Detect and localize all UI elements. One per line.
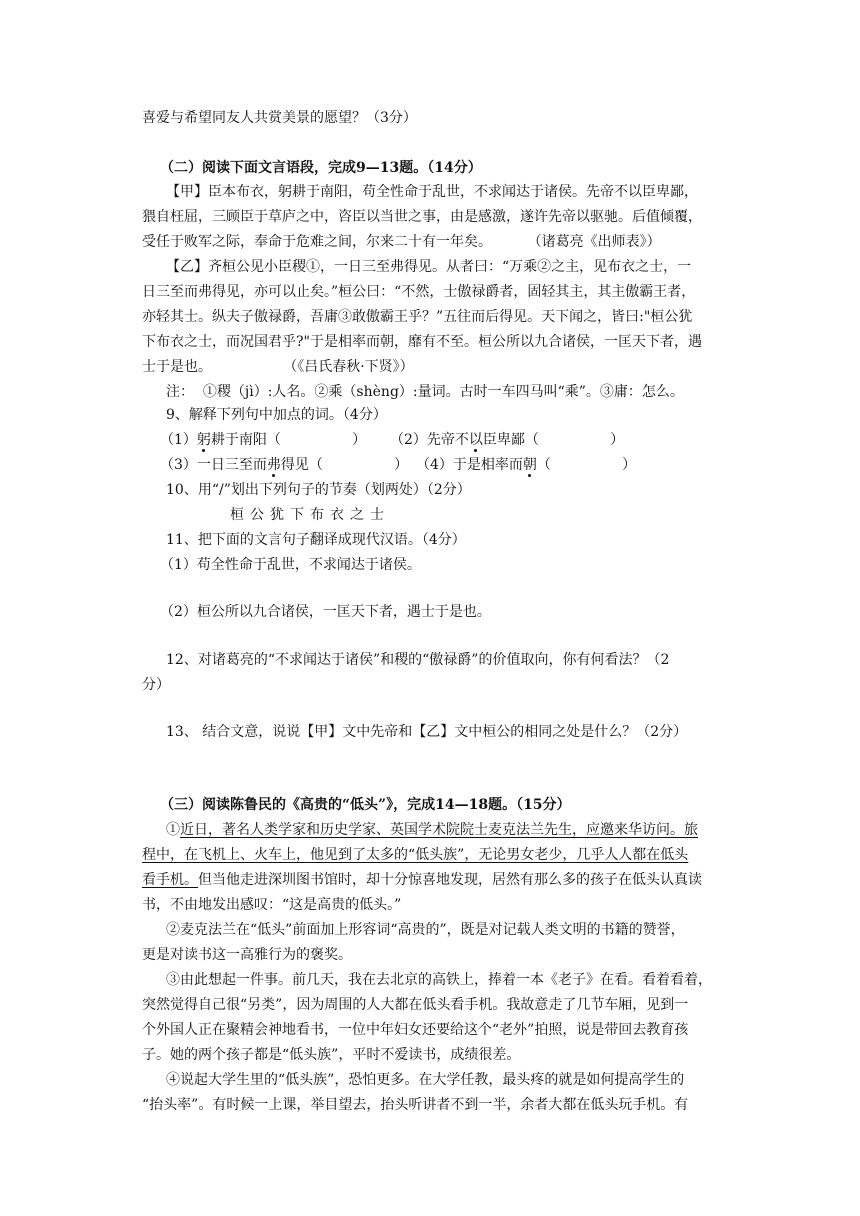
p1-line-1: ①近日，著名人类学家和历史学家、英国学术院院士麦克法兰先生，应邀来华访问。旅 [166, 822, 698, 838]
p3-line-1: ③由此想起一件事。前几天，我在去北京的高铁上，捧着一本《老子》在看。看着看着， [166, 972, 712, 988]
p3-line-3: 个外国人正在聚精会神地看书，一位中年妇女还要给这个“老外”拍照，说是带回去教育孩 [142, 1022, 689, 1038]
q8-tail: 喜爱与希望同友人共赏美景的愿望？（3分） [142, 110, 417, 126]
dotted-char: 以 [468, 432, 483, 448]
q12-line-1: 12、对诸葛亮的“不求闻达于诸侯”和稷的“傲禄爵”的价值取向，你有何看法？（2 [166, 652, 670, 668]
yi-line-4: 下布衣之士，而况国君乎?"于是相率而朝，靡有不至。桓公所以九合诸侯，一匡天下者，遇 [142, 334, 702, 350]
dotted-char: 躬 [196, 432, 211, 448]
jia-line-1: 【甲】臣本布衣，躬耕于南阳，苟全性命于乱世，不求闻达于诸侯。先帝不以臣卑鄙， [166, 184, 698, 200]
p4-line-1: ④说起大学生里的“低头族”，恐怕更多。在大学任教，最头疼的就是如何提高学生的 [166, 1072, 685, 1088]
p3-line-2: 突然觉得自己很“另类”，因为周围的人大都在低头看手机。我故意走了几节车厢，见到一 [142, 997, 689, 1013]
yi-line-3: 亦轻其士。纵夫子傲禄爵，吾庸③敢傲霸王乎？”五往而后得见。天下闻之，皆曰:"桓公犹 [142, 309, 693, 325]
q10-title: 10、用“/”划出下列句子的节奏（划两处）（2分） [166, 482, 471, 498]
p1-line-2 [142, 845, 688, 865]
dotted-char: 朝 [522, 457, 537, 473]
q9-item-4: （4）于是相率而朝（ ） [416, 457, 637, 473]
yi-line-2: 日三至而弗得见，亦可以止矣。”桓公曰：“不然，士傲禄爵者，固轻其主，其主傲霸王者， [142, 284, 696, 300]
dotted-char: 弗 [266, 457, 281, 473]
p2-line-2: 更是对读书这一高雅行为的褒奖。 [142, 947, 352, 963]
jia-line-3: 受任于败军之际，奉命于危难之间，尔来二十有一年矣。 （诸葛亮《出师表》） [142, 234, 661, 250]
q10-sentence: 桓公犹下布衣之士 [230, 507, 390, 523]
underlined-text: 程中，在飞机上、火车上，他见到了太多的“低头族”，无论男女老少，几乎人人都在低头 [142, 847, 689, 863]
q9-item-2: （2）先帝不以臣卑鄙（ ） [390, 432, 625, 448]
p2-line-1: ②麦克法兰在“低头”前面加上形容词“高贵的”，既是对记载人类文明的书籍的赞誉， [166, 922, 685, 938]
jia-line-2: 猥自枉屈，三顾臣于草庐之中，咨臣以当世之事，由是感激，遂许先帝以驱驰。后值倾覆， [142, 209, 702, 225]
underlined-text: 看手机。 [142, 872, 198, 888]
q11-item-2: （2）桓公所以九合诸侯，一匡天下者，遇士于是也。 [160, 604, 491, 620]
yi-line-1: 【乙】齐桓公见小臣稷①，一日三至弗得见。从者曰：“万乘②之主，见布衣之士，一 [166, 259, 692, 275]
q9-item-3: （3）一日三至而弗得见（ ） [160, 457, 409, 473]
q13-question: 13、 结合文意，说说【甲】文中先帝和【乙】文中桓公的相同之处是什么？（2分） [166, 724, 688, 740]
annotation-note: 注： ①稷（jì）:人名。②乘（shèng）:量词。古时一车四马叫“乘”。③庸：怎么。 [166, 384, 684, 400]
underlined-text: 近日，著名人类学家和历史学家、英国学术院院士麦克法兰先生，应邀来华访问。旅 [180, 822, 698, 838]
p4-line-2: “抬头率”。有时候一上课，举目望去，抬头听讲者不到一半，余者大都在低头玩手机。有 [142, 1097, 689, 1113]
section3-heading: （三）阅读陈鲁民的《高贵的“低头”》，完成14—18题。（15分） [160, 797, 571, 813]
yi-line-5: 士于是也。 （《吕氏春秋·下贤》） [142, 359, 414, 375]
q9-item-1: （1）躬耕于南阳（ ） [160, 432, 367, 448]
q11-title: 11、把下面的文言句子翻译成现代汉语。（4分） [166, 532, 466, 548]
q9-title: 9、解释下列句中加点的词。（4分） [166, 407, 387, 423]
q11-item-1: （1）苟全性命于乱世，不求闻达于诸侯。 [160, 557, 421, 573]
p3-line-4: 子。她的两个孩子都是“低头族”，平时不爱读书，成绩很差。 [142, 1047, 521, 1063]
section2-heading: （二）阅读下面文言语段，完成9—13题。（14分） [160, 160, 482, 176]
p1-line-3: 看手机。但当他走进深圳图书馆时，却十分惊喜地发现，居然有那么多的孩子在低头认真读 [142, 872, 702, 888]
p1-line-4: 书，不由地发出感叹：“这是高贵的低头。” [142, 897, 402, 913]
q12-line-2: 分） [142, 677, 170, 693]
